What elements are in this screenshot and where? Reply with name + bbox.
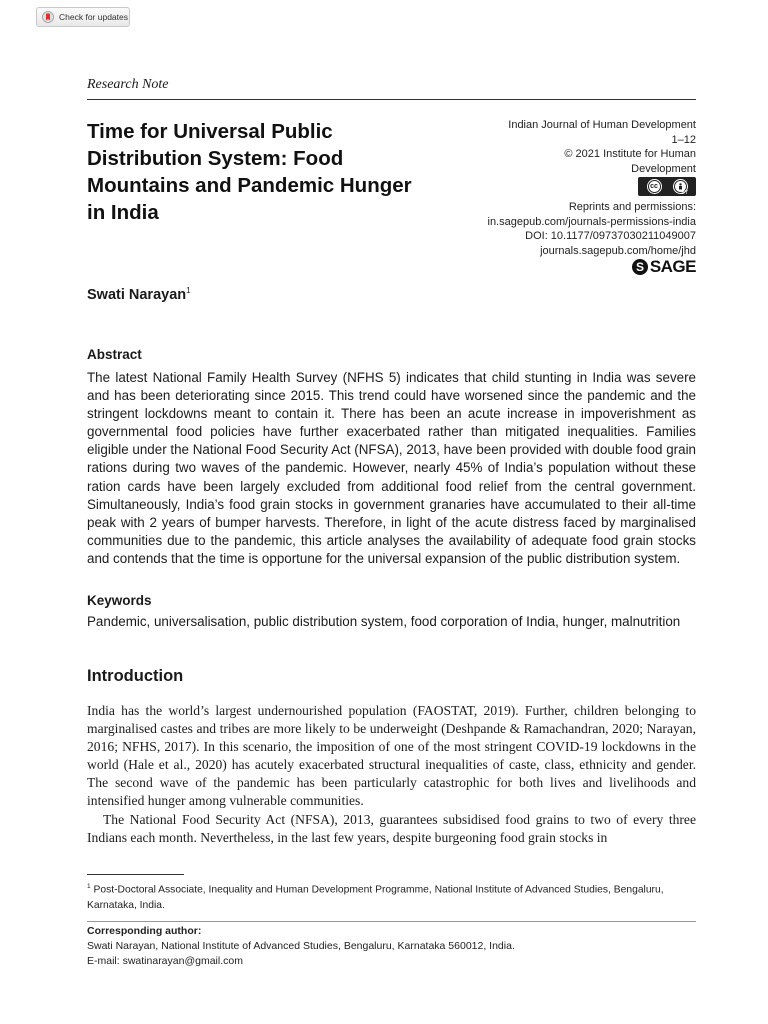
check-for-updates-label: Check for updates [59, 12, 128, 22]
author-name: Swati Narayan [87, 286, 187, 303]
author-line [87, 286, 191, 303]
author-affiliation-mark: 1 [186, 286, 191, 295]
doi[interactable]: DOI: 10.1177/09737030211049007 [525, 230, 696, 242]
reprints-label: Reprints and permissions: [568, 201, 696, 213]
footnote [87, 879, 699, 913]
corresponding-email[interactable]: E-mail: swatinarayan@gmail.com [87, 955, 243, 967]
introduction-heading: Introduction [87, 667, 184, 685]
bookmark-icon [42, 11, 54, 23]
publisher-name: SAGE [649, 257, 696, 276]
journal-meta [436, 118, 696, 176]
page-range: 1–12 [671, 133, 696, 146]
journal-home-link[interactable]: journals.sagepub.com/home/jhd [540, 244, 696, 257]
footnote-mark: 1 [87, 883, 91, 890]
header-rule [87, 99, 696, 100]
journal-name: Indian Journal of Human Development [508, 119, 696, 131]
footnote-rule [87, 874, 184, 875]
article-title: Time for Universal Public Distribution System: Food Mountains and Pandemic Hunger in India [87, 120, 412, 224]
corresponding-heading: Corresponding author: [87, 925, 202, 937]
intro-paragraph-2: The National Food Security Act (NFSA), 2013, guarantees subsidised food grains to two of every three Indians each month. Nevertheless, in the last few years, despite burgeoning food grain stocks in [87, 811, 696, 845]
abstract-heading: Abstract [87, 347, 142, 362]
corresponding-address: Swati Narayan, National Institute of Advanced Studies, Bengaluru, Karnataka 560012, India. [87, 940, 515, 952]
copyright: © 2021 Institute for Human Development [564, 148, 696, 175]
corresponding-author [87, 924, 699, 969]
corresponding-rule [87, 921, 696, 922]
keywords-heading: Keywords [87, 593, 152, 608]
reprints-info [396, 200, 696, 258]
sage-s-icon: S [632, 259, 648, 275]
cc-icon: cc [648, 180, 661, 193]
check-for-updates-button[interactable] [36, 7, 130, 27]
by-label: BY [681, 190, 688, 196]
abstract-text: The latest National Family Health Survey (NFHS 5) indicates that child stunting in India was severe and has been deteriorating since 2015. This trend could have worsened since the pandemic and the stringent lockdowns meant to contain it. There has been an acute increase in impoverishment as governmental food policies have further exacerbated rather than mitigated inequalities. Families eligible under the National Food Security Act (NFSA), 2013, have been provided with double food grain rations during two waves of the pandemic. However, nearly 45% of India’s population without these ration cards have been largely excluded from additional food relief from the central government. Simultaneously, India’s food grain stocks in government granaries have accumulated to their all-time peak with 2 years of bumper harvests. Therefore, in light of the acute distress faced by marginalised communities due to the pandemic, this article analyses the availability of adequate food grain stocks and contends that the time is opportune for the universal expansion of the public distribution system. [87, 370, 696, 566]
section-label: Research Note [87, 77, 169, 92]
cc-license-badge[interactable] [638, 177, 696, 196]
introduction-body [87, 702, 696, 847]
footnote-text: Post-Doctoral Associate, Inequality and Human Development Programme, National Institute of Advanced Studies, Bengaluru, Karnataka, India. [87, 884, 664, 911]
reprints-link[interactable]: in.sagepub.com/journals-permissions-india [487, 215, 696, 228]
keywords-text: Pandemic, universalisation, public distribution system, food corporation of India, hunger, malnutrition [87, 614, 681, 629]
sage-logo [632, 257, 696, 277]
intro-paragraph-1: India has the world’s largest undernourished population (FAOSTAT, 2019). Further, children belonging to marginalised castes and tribes are more likely to be underweight (Deshpande & Ramachandran, 2020; Narayan, 2016; NFHS, 2017). In this scenario, the imposition of one of the most stringent COVID-19 lockdowns in the world (Hale et al., 2020) has acutely exacerbated structural inequalities of caste, class, ethnicity and gender. The second wave of the pandemic has been particularly catastrophic for both lives and livelihoods and intensified hunger among vulnerable communities. [87, 703, 696, 809]
